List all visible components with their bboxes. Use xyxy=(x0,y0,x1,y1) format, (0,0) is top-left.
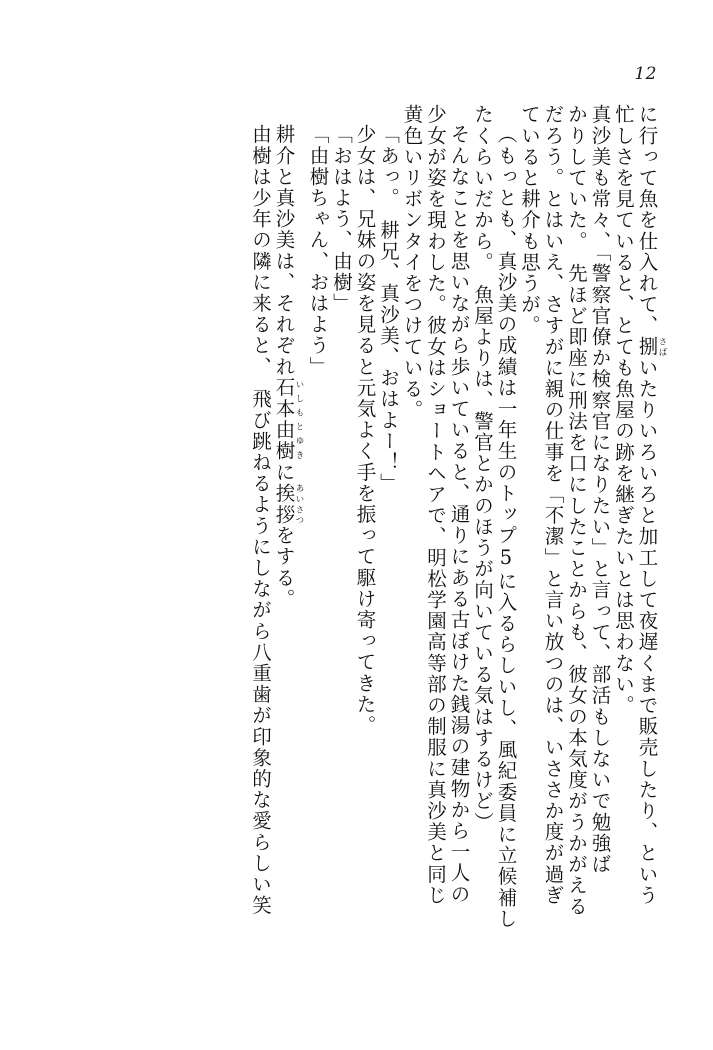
ruby-ishimotoyuki: 石本由樹いしもとゆき xyxy=(272,377,304,462)
text-column-dialogue: 「あっ。 耕兄、真沙美、おはよー！」 xyxy=(377,124,400,495)
text-column: そんなことを思いながら歩いていると、通りにある古ぼけた銭湯の建物から一人の xyxy=(447,124,471,905)
text-column-dialogue: 「おはよう、由樹」 xyxy=(330,124,353,314)
page-number: 12 xyxy=(634,64,657,84)
text-column: だろう。とはいえ、さすがに親の仕事を「不潔」と言い放つのは、いささか度が過ぎ xyxy=(541,104,565,906)
text-column: 真沙美も常々、「警察官僚か検察官になりたい」と言って、部活もしないで勉強ば xyxy=(588,104,612,875)
text-column: 由樹は少年の隣に来ると、 飛び跳ねるようにしながら八重歯が印象的な愛らしい笑 xyxy=(249,124,272,917)
text-column xyxy=(637,104,667,1006)
text-column: 少女が姿を現わした。彼女はショートヘアで、明松学園高等部の制服に真沙美と同じ xyxy=(424,104,447,906)
vertical-text-block xyxy=(60,104,667,1006)
text-column: 黄色いリボンタイをつけている。 xyxy=(400,104,424,421)
ruby-aisatsu: 挨拶あいさつ xyxy=(272,482,304,525)
text-column: 忙しさを見ていると、とても魚屋の跡を継ぎたいとは思わない。 xyxy=(612,104,635,716)
text-column: ていると耕介も思うが。 xyxy=(518,104,541,337)
text-column: 少女は、兄妹の姿を見ると元気よく手を振って駆け寄ってきた。 xyxy=(353,124,377,736)
ruby-saba: に行って魚を仕入れて、捌さばいたりいろいろと加工して夜遅くまで販売したり、という xyxy=(635,104,667,906)
text-column: たくらいだから。 魚屋よりは、警官とかのほうが向いている気はするけど） xyxy=(471,104,494,833)
text-column-dialogue: 「由樹ちゃん、おはよう」 xyxy=(306,124,330,378)
text-column: 耕介と真沙美は、それぞれ石本由樹いしもとゆきに挨拶あいさつをする。 xyxy=(272,124,304,610)
text-column: （もっとも、真沙美の成績は一年生のトップ5に入るらしいし、風紀委員に立候補し xyxy=(494,124,518,930)
text-column: かりしていた。 先ほど即座に刑法を口にしたことからも、彼女の本気度がうかがえる xyxy=(565,104,588,918)
